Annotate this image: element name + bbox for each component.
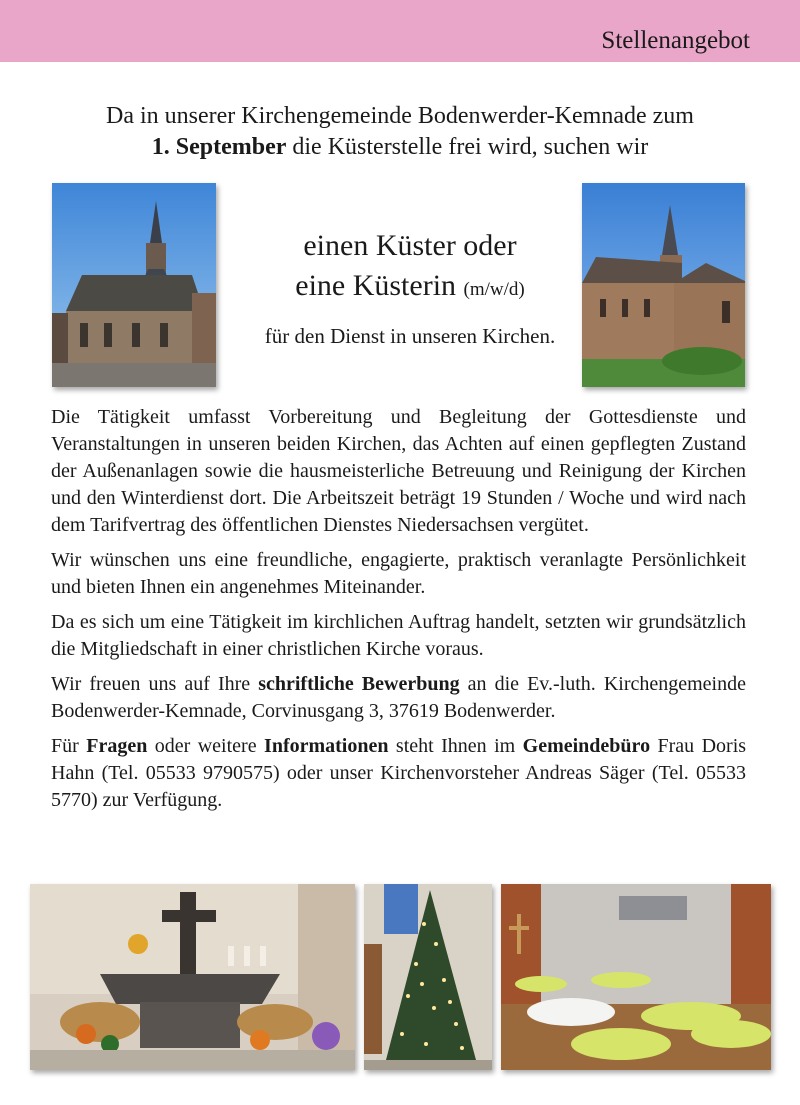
job-headline xyxy=(230,226,590,310)
header-banner xyxy=(0,0,800,62)
paragraph-membership: Da es sich um eine Tätigkeit im kirchlichen Auftrag handelt, setzten wir grundsätzlich die Mitgliedschaft in einer christlichen Kirche voraus. xyxy=(51,611,746,660)
headline-line-1: einen Küster oder xyxy=(303,229,517,262)
intro-date: 1. September xyxy=(151,134,287,160)
job-description xyxy=(51,404,746,822)
paragraph-tasks: Die Tätigkeit umfasst Vorbereitung und Begleitung der Gottesdienste und Veranstaltungen in unseren beiden Kirchen, das Achten auf einen gepflegten Zustand der Außenanlagen sowie die hausmeisterliche Betreuung und Reinigung der Kirchen und den Winterdienst dort. Die Arbeitszeit beträgt 19 Stunden / Woche und wird nach dem Tarifvertrag des öffentlichen Dienstes Niedersachsen vergütet. xyxy=(51,406,746,536)
intro-line-2 xyxy=(0,132,800,163)
p4-text-c: an die Ev.-luth. Kirchengemeinde Bodenwerder-Kemnade, Corvinusgang 3, 37619 Bodenwerder. xyxy=(51,673,746,722)
p5-text-g: Frau Doris Hahn (Tel. 05533 9790575) oder unser Kirchenvorsteher Andreas Säger (Tel. 05533 5770) zur Verfügung. xyxy=(51,735,747,811)
intro-text xyxy=(0,101,800,163)
paragraph-expectations: Wir wünschen uns eine freundliche, engagierte, praktisch veranlagte Persönlichkeit und bieten Ihnen ein angenehmes Miteinander. xyxy=(51,549,746,598)
headline-subline: für den Dienst in unseren Kirchen. xyxy=(264,324,556,348)
p5-bold-office: Gemeindebüro xyxy=(522,735,651,757)
p5-bold-information: Informationen xyxy=(264,735,389,757)
gender-note: (m/w/d) xyxy=(463,279,525,300)
p4-bold-application: schriftliche Bewerbung xyxy=(258,673,460,695)
parish-hall-photo xyxy=(501,884,771,1070)
intro-line-1: Da in unserer Kirchengemeinde Bodenwerder-Kemnade zum xyxy=(106,103,694,129)
paragraph-contact xyxy=(51,733,746,814)
page-title: Stellenangebot xyxy=(601,27,750,54)
headline-line-2-text: eine Küsterin xyxy=(295,269,457,302)
church-photo-right xyxy=(582,183,745,387)
intro-line-2-rest: die Küsterstelle frei wird, suchen wir xyxy=(292,134,649,160)
p5-text-a: Für xyxy=(51,735,79,757)
p5-text-e: steht Ihnen im xyxy=(395,735,516,757)
christmas-tree-photo xyxy=(364,884,492,1070)
p5-bold-questions: Fragen xyxy=(86,735,148,757)
p4-text-a: Wir freuen uns auf Ihre xyxy=(51,673,251,695)
p5-text-c: oder weitere xyxy=(154,735,257,757)
church-photo-left xyxy=(52,183,216,387)
altar-photo xyxy=(30,884,355,1070)
paragraph-application xyxy=(51,671,746,725)
headline-line-2 xyxy=(230,266,590,310)
